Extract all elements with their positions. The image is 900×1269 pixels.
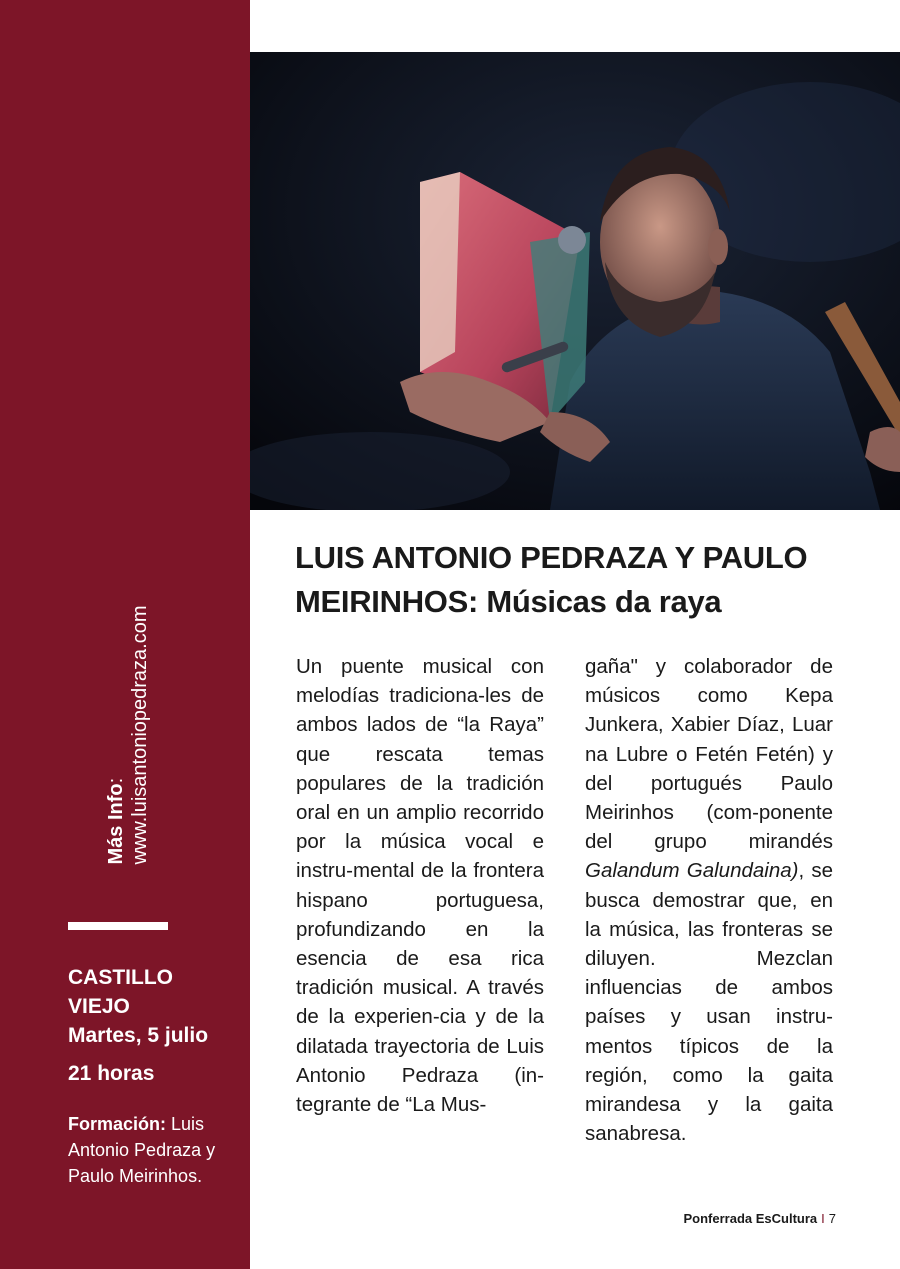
event-venue-date bbox=[68, 963, 238, 1050]
article-column-2-italic: Galandum Galundaina) bbox=[585, 859, 799, 883]
more-info-label: Más Info bbox=[105, 783, 127, 865]
concert-photo bbox=[250, 52, 900, 510]
formation bbox=[68, 1111, 238, 1189]
article-title-line1: LUIS ANTONIO PEDRAZA Y PAULO bbox=[295, 540, 808, 575]
page-footer bbox=[683, 1211, 836, 1226]
article-column-1: Un puente musical con melodías tradiciona-les de ambos lados de “la Raya” que rescata temas populares de la tradición oral en un amplio recorrido por la música vocal e instru-mental de la frontera hispano portuguesa, profundizando en la esencia de esa rica tradición musical. A través de la experien-cia y de la dilatada trayectoria de Luis Antonio Pedraza (in-tegrante de “La Mus- bbox=[296, 655, 544, 1117]
publication-name: Ponferrada EsCultura bbox=[683, 1211, 818, 1226]
sidebar-divider bbox=[68, 922, 168, 930]
more-info-url[interactable]: www.luisantoniopedraza.com bbox=[129, 605, 151, 865]
formation-text: Luis Antonio Pedraza y Paulo Meirinhos. bbox=[68, 1114, 216, 1186]
event-venue: CASTILLO VIEJO bbox=[68, 966, 173, 1018]
article-title-line2: MEIRINHOS: Músicas da raya bbox=[295, 584, 722, 619]
article-column-2 bbox=[585, 652, 833, 1148]
more-info bbox=[104, 605, 152, 864]
article-title bbox=[295, 536, 885, 624]
more-info-colon: : bbox=[105, 777, 127, 784]
footer-separator: I bbox=[821, 1211, 825, 1226]
article-column-2-text-a: gaña" y colaborador de músicos como Kepa Junkera, Xabier Díaz, Luar na Lubre o Fetén Fetén) y del portugués Paulo Meirinhos (com-ponente del grupo mirandés bbox=[585, 655, 833, 854]
page-number: 7 bbox=[828, 1211, 836, 1226]
article-column-2-text-b: , se busca demostrar que, en la música, las fronteras se diluyen. Mezclan influencias de ambos países y usan instru-mentos típicos de la región, como la gaita mirandesa y la gaita sanabresa. bbox=[585, 859, 834, 1146]
formation-colon: : bbox=[160, 1114, 167, 1134]
formation-label: Formación bbox=[68, 1114, 161, 1134]
concert-photo-illustration bbox=[250, 52, 900, 510]
event-time: 21 horas bbox=[68, 1062, 155, 1085]
event-date: Martes, 5 julio bbox=[68, 1024, 209, 1047]
sidebar bbox=[0, 0, 250, 1269]
